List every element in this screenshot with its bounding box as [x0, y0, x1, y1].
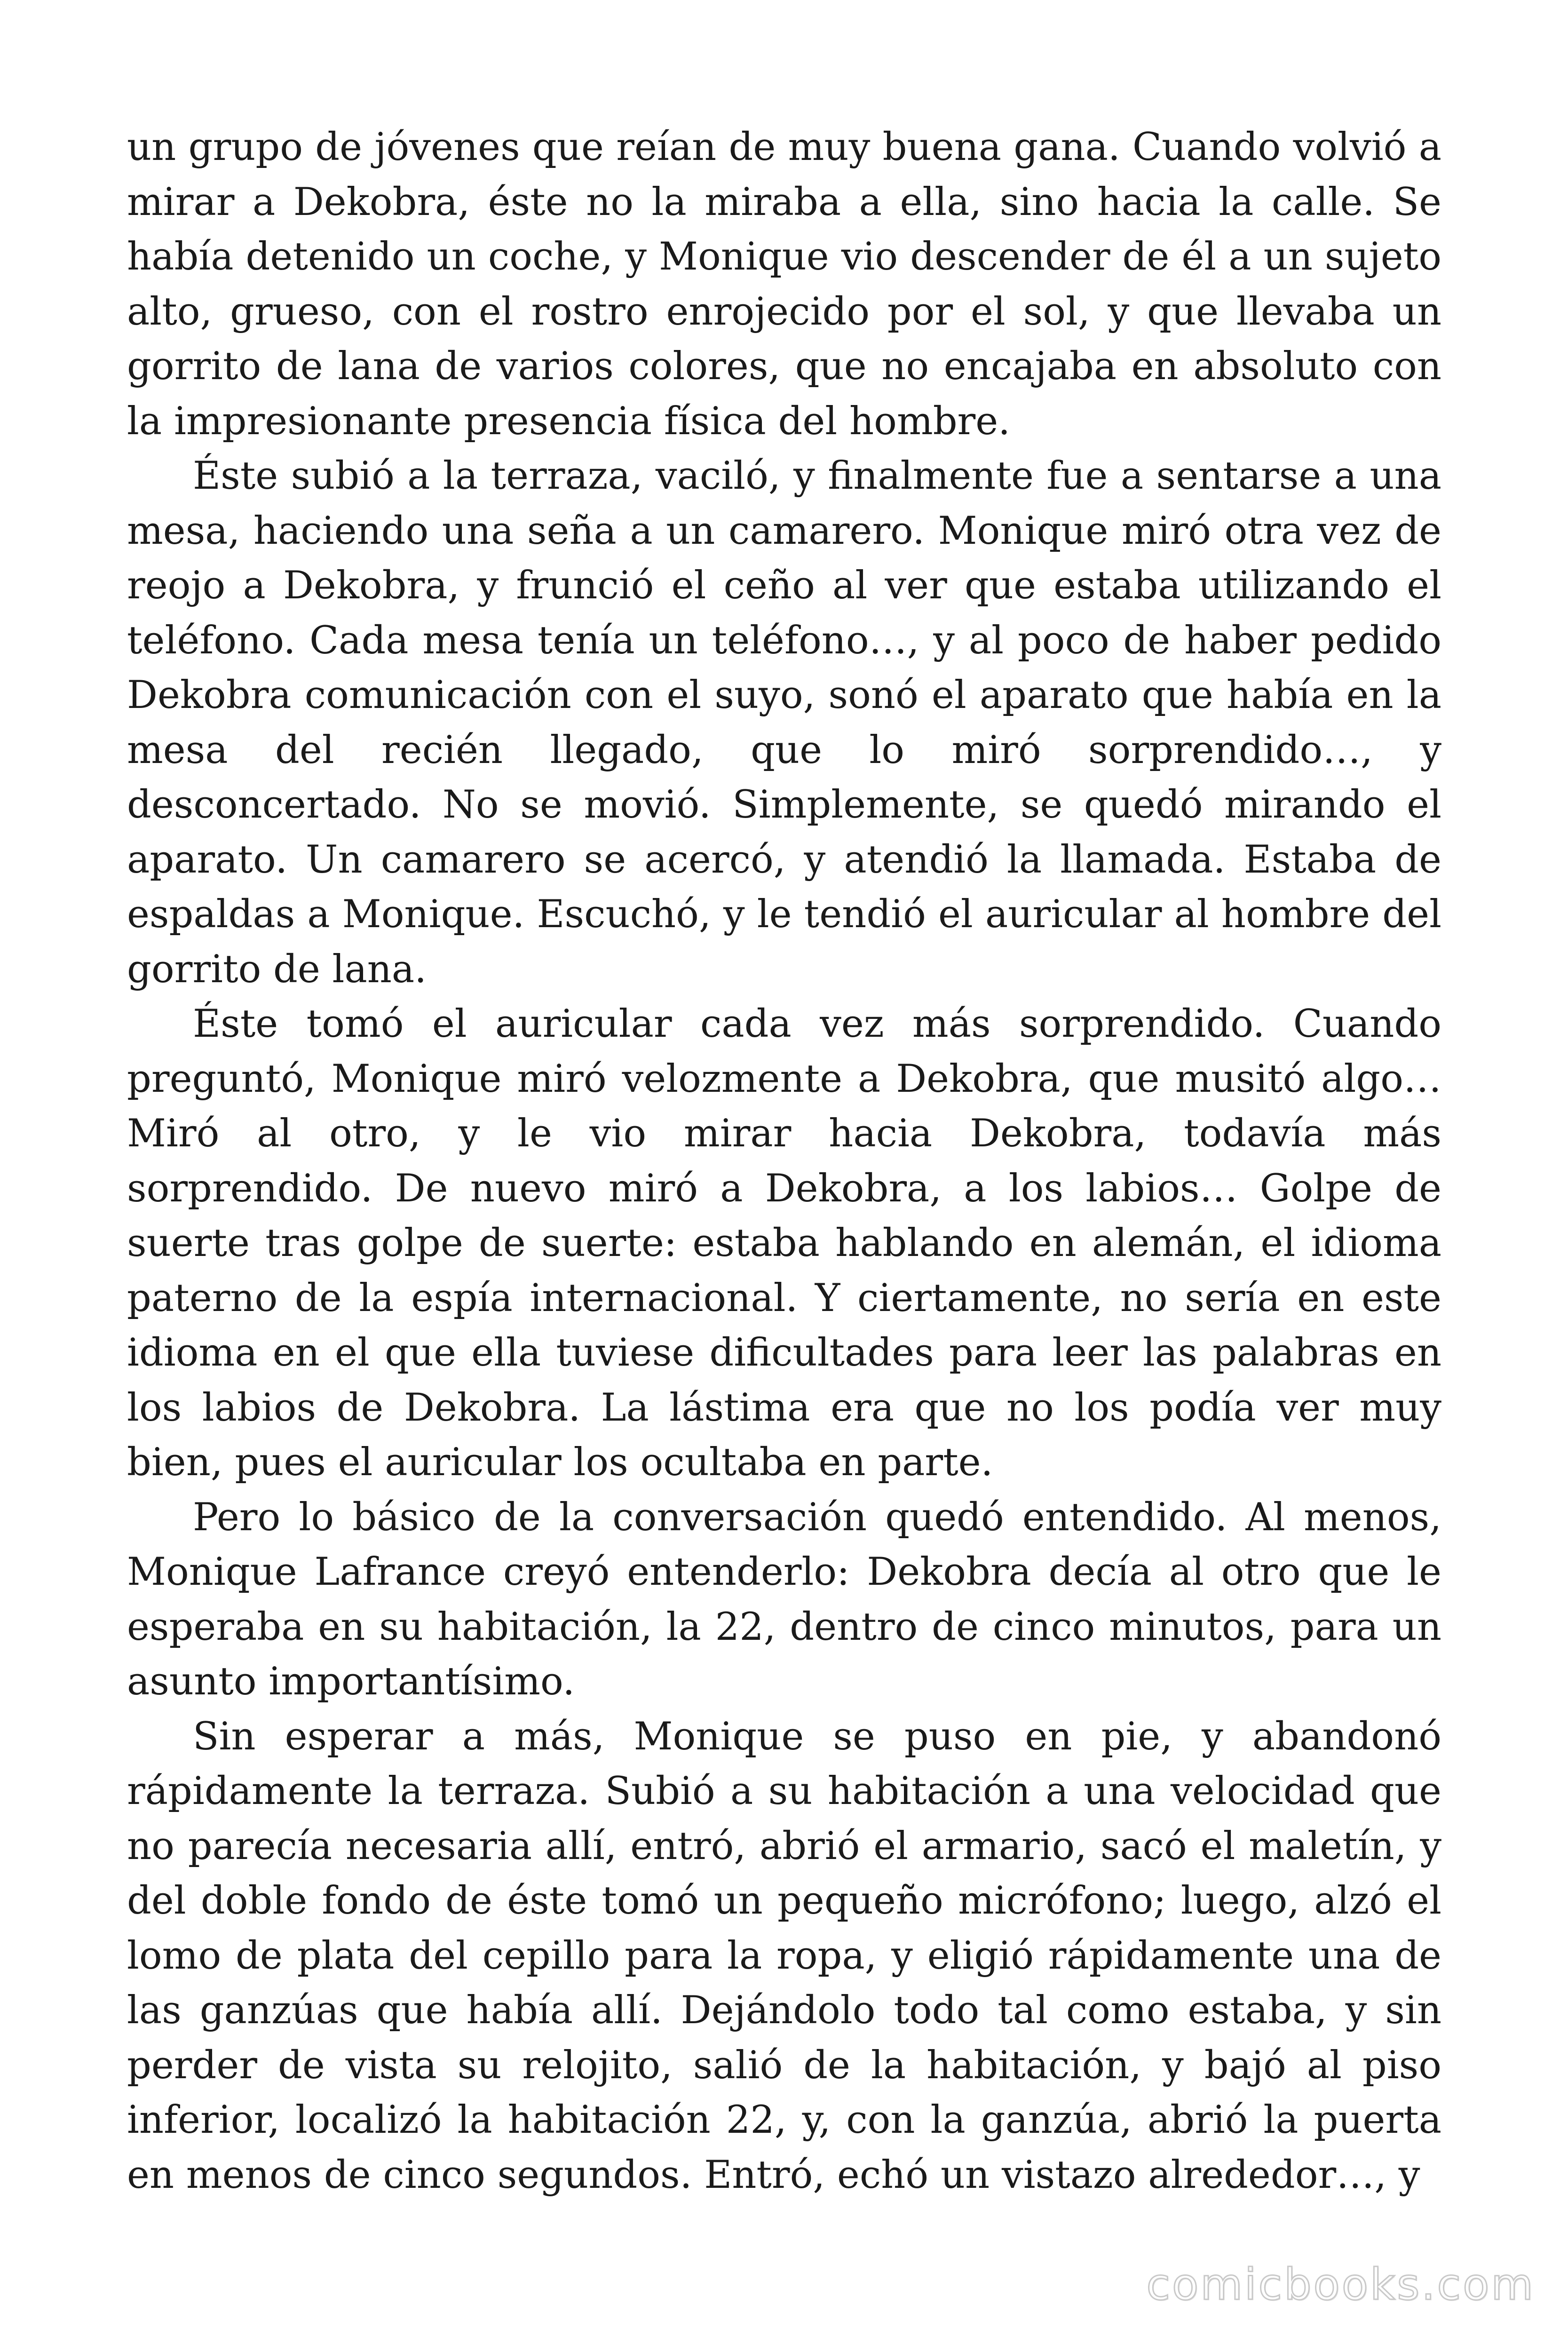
body-text — [127, 120, 1441, 2202]
paragraph-5: Sin esperar a más, Monique se puso en pie, y abandonó rápidamente la terraza. Subió a su habitación a una velocidad que no parecía necesaria allí, entró, abrió el armario, sacó el maletín, y del doble fondo de éste tomó un pequeño micrófono; luego, alzó el lomo de plata del cepillo para la ropa, y eligió rápidamente una de las ganzúas que había allí. Dejándolo todo tal como estaba, y sin perder de vista su relojito, salió de la habitación, y bajó al piso inferior, localizó la habitación 22, y, con la ganzúa, abrió la puerta en menos de cinco segundos. Entró, echó un vistazo alrededor…, y — [127, 1714, 1441, 2197]
paragraph-2: Éste subió a la terraza, vaciló, y finalmente fue a sentarse a una mesa, haciendo una seña a un camarero. Monique miró otra vez de reojo a Dekobra, y frunció el ceño al ver que estaba utilizando el teléfono. Cada mesa tenía un teléfono…, y al poco de haber pedido Dekobra comunicación con el suyo, sonó el aparato que había en la mesa del recién llegado, que lo miró sorprendido…, y desconcertado. No se movió. Simplemente, se quedó mirando el aparato. Un camarero se acercó, y atendió la llamada. Estaba de espaldas a Monique. Escuchó, y le tendió el auricular al hombre del gorrito de lana. — [127, 454, 1441, 992]
paragraph-4: Pero lo básico de la conversación quedó entendido. Al menos, Monique Lafrance creyó entenderlo: Dekobra decía al otro que le esperaba en su habitación, la 22, dentro de cinco minutos, para un asunto importantísimo. — [127, 1495, 1441, 1704]
paragraph-1: un grupo de jóvenes que reían de muy buena gana. Cuando volvió a mirar a Dekobra, éste no la miraba a ella, sino hacia la calle. Se había detenido un coche, y Monique vio descender de él a un sujeto alto, grueso, con el rostro enrojecido por el sol, y que llevaba un gorrito de lana de varios colores, que no encajaba en absoluto con la impresionante presencia física del hombre. — [127, 125, 1441, 444]
watermark-text: comicbooks.com — [1146, 2259, 1535, 2310]
paragraph-3: Éste tomó el auricular cada vez más sorprendido. Cuando preguntó, Monique miró velozmente a Dekobra, que musitó algo… Miró al otro, y le vio mirar hacia Dekobra, todavía más sorprendido. De nuevo miró a Dekobra, a los labios… Golpe de suerte tras golpe de suerte: estaba hablando en alemán, el idioma paterno de la espía internacional. Y ciertamente, no sería en este idioma en el que ella tuviese dificultades para leer las palabras en los labios de Dekobra. La lástima era que no los podía ver muy bien, pues el auricular los ocultaba en parte. — [127, 1002, 1441, 1485]
